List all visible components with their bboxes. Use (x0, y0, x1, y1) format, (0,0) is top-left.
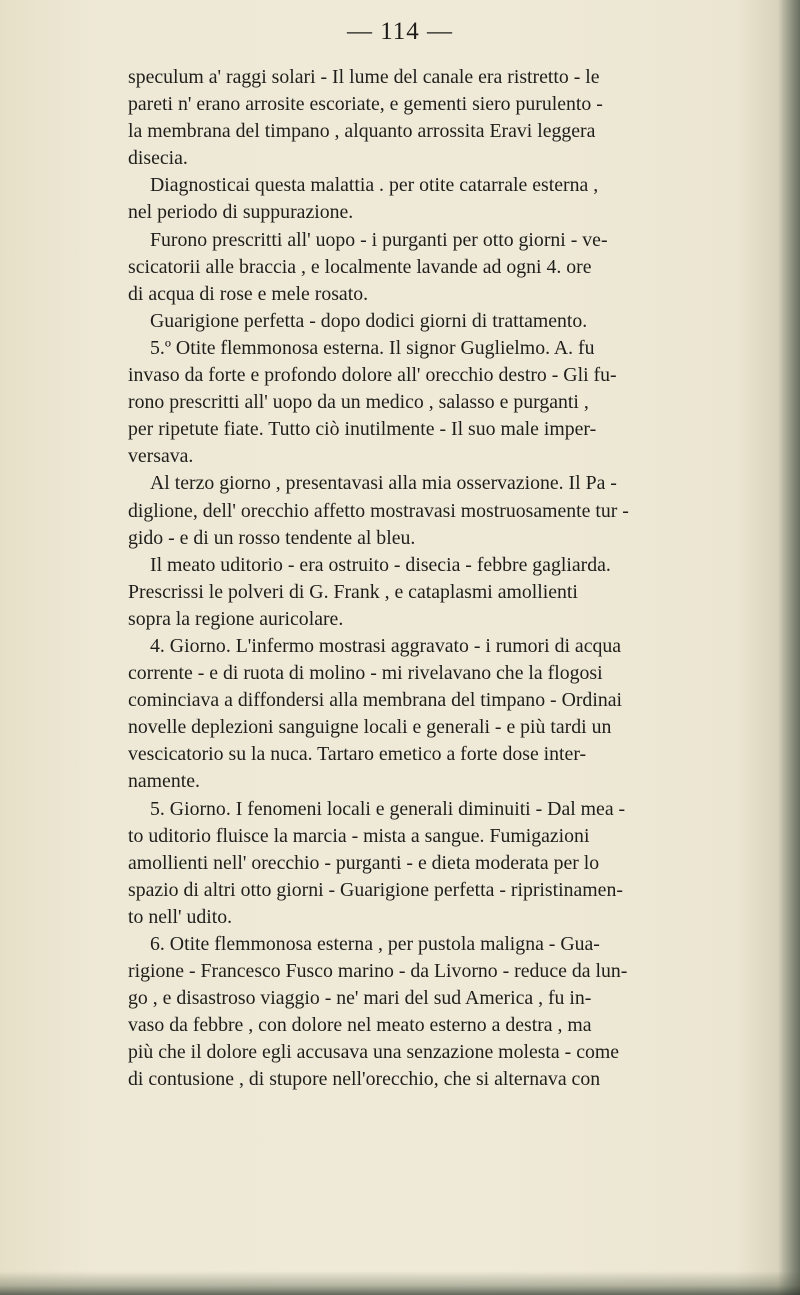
text-line: per ripetute fiate. Tutto ciò inutilmente - Il suo male imper- (128, 418, 597, 441)
text-line: invaso da forte e profondo dolore all' orecchio destro - Gli fu- (128, 364, 617, 387)
text-line: Guarigione perfetta - dopo dodici giorni di trattamento. (150, 309, 588, 332)
text-line: di acqua di rose e mele rosato. (128, 282, 369, 305)
text-line: diglione, dell' orecchio affetto mostravasi mostruosamente tur - (128, 499, 629, 522)
text-line: speculum a' raggi solari - Il lume del canale era ristretto - le (128, 66, 600, 88)
text-line: rigione - Francesco Fusco marino - da Livorno - reduce da lun- (128, 960, 628, 983)
text-line: più che il dolore egli accusava una senzazione molesta - come (128, 1041, 620, 1064)
text-line: cominciava a diffondersi alla membrana del timpano - Ordinai (128, 689, 622, 712)
text-line: sopra la regione auricolare. (128, 607, 344, 630)
text-line: gido - e di un rosso tendente al bleu. (128, 526, 416, 549)
text-line: amollienti nell' orecchio - purganti - e dieta moderata per lo (128, 851, 600, 874)
text-line: disecia. (128, 147, 188, 170)
text-line: rono prescritti all' uopo da un medico , salasso e purganti , (128, 391, 589, 414)
text-line: Il meato uditorio - era ostruito - disecia - febbre gagliarda. (150, 553, 611, 576)
text-line: spazio di altri otto giorni - Guarigione perfetta - ripristinamen- (128, 878, 623, 901)
text-line: di contusione , di stupore nell'orecchio, che si alternava con (128, 1068, 601, 1091)
text-line: vescicatorio su la nuca. Tartaro emetico a forte dose inter- (128, 743, 587, 766)
text-line: 5. Giorno. I fenomeni locali e generali diminuiti - Dal mea - (150, 797, 626, 820)
page-bottom-edge (0, 1271, 800, 1295)
text-line: pareti n' erano arrosite escoriate, e gementi siero purulento - (128, 93, 603, 116)
text-line: 6. Otite flemmonosa esterna , per pustola maligna - Gua- (150, 933, 600, 955)
text-line: corrente - e di ruota di molino - mi rivelavano che la flogosi (128, 662, 603, 685)
text-line: vaso da febbre , con dolore nel meato esterno a destra , ma (128, 1014, 592, 1037)
body-text (128, 64, 758, 1094)
text-line: go , e disastroso viaggio - ne' mari del sud America , fu in- (128, 987, 592, 1010)
page-number: — 114 — (346, 18, 454, 45)
text-line: 4. Giorno. L'infermo mostrasi aggravato - i rumori di acqua (150, 634, 622, 657)
text-line: 5.º Otite flemmonosa esterna. Il signor Guglielmo. A. fu (150, 336, 595, 359)
text-line: Prescrissi le polveri di G. Frank , e cataplasmi amollienti (128, 580, 578, 603)
page-binding-shadow (778, 0, 800, 1295)
text-line: la membrana del timpano , alquanto arrossita Eravi leggera (128, 120, 596, 143)
text-line: Al terzo giorno , presentavasi alla mia osservazione. Il Pa - (150, 472, 617, 495)
text-line: Diagnosticai questa malattia . per otite catarrale esterna , (150, 174, 599, 197)
text-line: namente. (128, 770, 200, 793)
text-line: novelle deplezioni sanguigne locali e generali - e più tardi un (128, 716, 612, 739)
text-line: versava. (128, 445, 194, 468)
text-line: scicatorii alle braccia , e localmente lavande ad ogni 4. ore (128, 255, 592, 278)
text-line: to uditorio fluisce la marcia - mista a sangue. Fumigazioni (128, 824, 590, 847)
text-line: to nell' udito. (128, 905, 233, 928)
text-line: Furono prescritti all' uopo - i purganti per otto giorni - ve- (150, 228, 608, 251)
text-line: nel periodo di suppurazione. (128, 201, 354, 224)
